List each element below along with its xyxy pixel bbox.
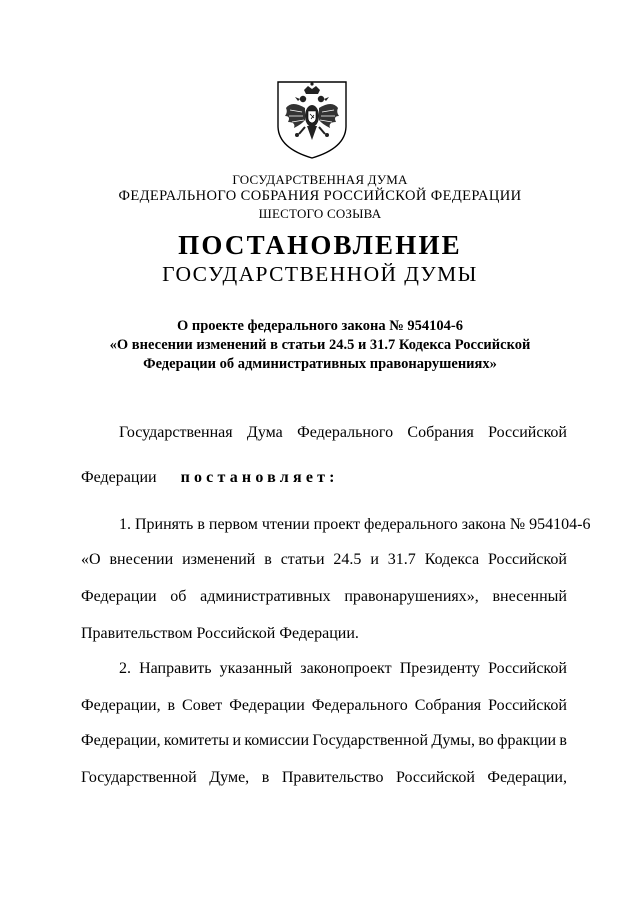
word: 2. [119,660,131,677]
word: Государственная [119,424,233,441]
paragraph-1-line-1: 1. Принять в первом чтении проект федерального закона № 954104-6 [119,516,591,533]
document-issuer-title: ГОСУДАРСТВЕННОЙ ДУМЫ [162,262,478,286]
word: Правительство [281,769,384,786]
word: Дума [246,424,283,441]
preamble-decision-word: постановляет: [180,469,339,486]
paragraph-2-line-3 [81,731,567,751]
word: Российской [396,769,475,786]
word: Федерации, [487,769,567,786]
word: Российской [488,424,567,441]
word: Кодекса [424,551,480,568]
subject-line-2: «О внесении изменений в статьи 24.5 и 31.7 Кодекса Российской [109,337,531,353]
paragraph-1-line-3 [81,587,567,607]
word: 31.7 [387,551,416,568]
word: и [370,551,379,568]
word: изменений [182,551,256,568]
word: Федерации, [81,732,161,749]
word: фракции [497,732,557,749]
word: Российской [488,697,567,714]
word: статьи [280,551,325,568]
word: законопроект [300,660,392,677]
word: комиссии [244,732,310,749]
word: в [264,551,272,568]
paragraph-2-line-2 [81,696,567,716]
word: во [478,732,494,749]
word: об [170,588,187,605]
subject-line-3: Федерации об административных правонарушениях» [143,356,497,372]
word: Президенту [399,660,481,677]
word: Думе, [209,769,250,786]
subject-line-1: О проекте федерального закона № 954104-6 [176,318,464,334]
word: правонарушениях», [344,588,479,605]
word: в [559,732,567,749]
word: Думы, [431,732,475,749]
word: и [232,732,241,749]
preamble-subject: Федерации [81,469,157,486]
word: Направить [139,660,212,677]
word: в [261,769,270,786]
word: Собрания [407,424,474,441]
word: Собрания [414,697,482,714]
word: указанный [219,660,293,677]
preamble-line-2 [81,468,567,488]
paragraph-1-line-4: Правительством Российской Федерации. [81,625,359,642]
word: Российской [488,551,567,568]
word: Российской [488,660,567,677]
paragraph-2-line-4 [81,768,567,788]
word: Государственной [312,732,429,749]
word: внесении [109,551,174,568]
word: Совет [182,697,223,714]
word: административных [200,588,331,605]
word: Федерации [229,697,305,714]
paragraph-2-line-1 [119,659,567,679]
document-type-title: ПОСТАНОВЛЕНИЕ [178,230,462,260]
preamble-line-1 [119,423,567,443]
word: Государственной [81,769,197,786]
coat-of-arms-emblem-icon [272,78,352,160]
word: Федерального [297,424,394,441]
header-line-2: ФЕДЕРАЛЬНОГО СОБРАНИЯ РОССИЙСКОЙ ФЕДЕРАЦИИ [118,188,522,204]
header-line-3: ШЕСТОГО СОЗЫВА [258,206,382,221]
word: Федерации, [81,697,161,714]
word: внесенный [492,588,567,605]
paragraph-1-line-2 [81,550,567,570]
word: «О [81,551,101,568]
word: Федерации [81,588,157,605]
word: Федерального [311,697,408,714]
word: 24.5 [333,551,362,568]
word: в [167,697,176,714]
word: комитеты [163,732,230,749]
header-line-1: ГОСУДАРСТВЕННАЯ ДУМА [232,172,408,187]
